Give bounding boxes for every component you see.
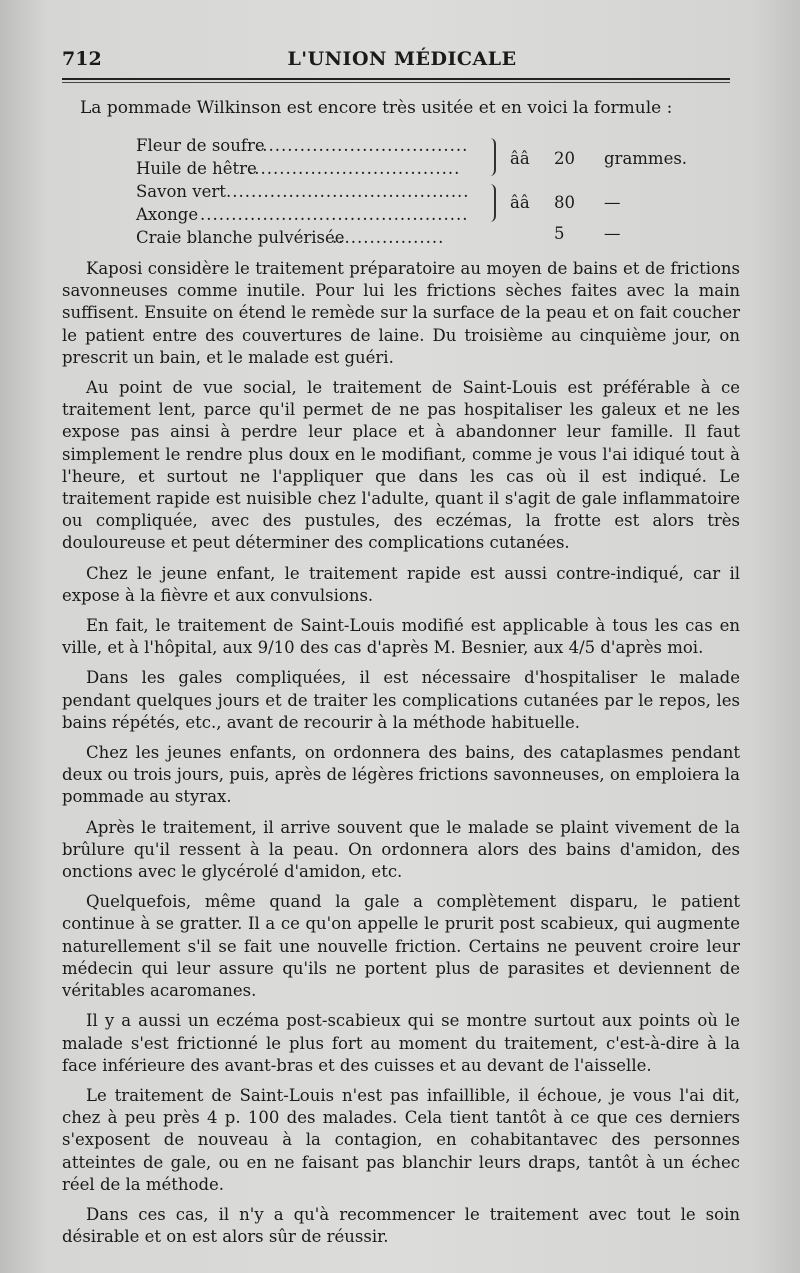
- ingredient-quantity: 20: [554, 149, 575, 168]
- paragraph: Le traitement de Saint-Louis n'est pas infaillible, il échoue, je vous l'ai dit, chez à peu près 4 p. 100 des malades. Cela tient tantôt à ce que ces derniers s'exposent de nouveau à la contagion, en cohabitantavec des personnes atteintes de gale, ou en ne faisant pas blanchir leurs draps, tantôt à un échec réel de la méthode.: [62, 1085, 740, 1194]
- formula-row: [136, 193, 736, 226]
- ingredient-quantity: 5: [554, 224, 565, 243]
- paragraph: Chez le jeune enfant, le traitement rapide est aussi contre-indiqué, car il expose à la fièvre et aux convulsions.: [62, 563, 740, 605]
- ingredient-name: Craie blanche pulvérisée: [136, 228, 345, 247]
- formula-intro: La pommade Wilkinson est encore très usitée et en voici la formule :: [80, 98, 673, 118]
- paragraph: En fait, le traitement de Saint-Louis modifié est applicable à tous les cas en ville, et à l'hôpital, aux 9/10 des cas d'après M. Besnier, aux 4/5 d'après moi.: [62, 616, 740, 658]
- leader-dots: ..................................: [248, 159, 461, 178]
- paragraph: Après le traitement, il arrive souvent que le malade se plaint vivement de la brûlure qu'il ressent à la peau. On ordonnera alors des bains d'amidon, des onctions avec le glycérolé d'amidon, etc.: [62, 817, 740, 882]
- paragraph: Dans les gales compliquées, il est nécessaire d'hospitaliser le malade pendant quelques jours et de traiter les complications cutanées par le repos, les bains répétés, etc., avant de recourir à la méthode habituelle.: [62, 668, 740, 732]
- paragraph: Il y a aussi un eczéma post-scabieux qui se montre surtout aux points où le malade s'est frictionné le plus fort au moment du traitement, c'est-à-dire à la face inférieure des avant-bras et des cuisses et au devant de l'aisselle.: [62, 1011, 740, 1075]
- paragraph: Chez les jeunes enfants, on ordonnera des bains, des cataplasmes pendant deux ou trois jours, puis, après de légères frictions savonneuses, on emploiera la pommade au styrax.: [62, 743, 740, 807]
- body-text: [62, 258, 740, 1256]
- formula-row: [136, 149, 736, 180]
- leader-dots: ..................: [332, 228, 445, 247]
- formula-row: [136, 180, 736, 203]
- brace: [488, 184, 496, 222]
- page-number: 712: [62, 48, 102, 70]
- leader-dots: ..................................: [256, 136, 469, 155]
- paragraph: Quelquefois, même quand la gale a complètement disparu, le patient continue à se gratter. Il a ce qu'on appelle le prurit post scabieux, qui augmente naturellement s'il se fait une nouvelle friction. Certains ne peuvent croire leur médecin qui leur assure qu'ils ne portent plus de parasites et deviennent de véritables acaromanes.: [62, 892, 740, 1001]
- paragraph: Dans ces cas, il n'y a qu'à recommencer le traitement avec tout le soin désirable et on est alors sûr de réussir.: [62, 1204, 740, 1247]
- leader-dots: .......................................: [226, 182, 470, 201]
- paragraph: Kaposi considère le traitement préparatoire au moyen de bains et de frictions savonneuses comme inutile. Pour lui les frictions sèches faites avec la main suffisent. Ensuite on étend le remède sur la surface de la peau et on fait coucher le patient entre des couvertures de laine. Du troisième au cinquième jour, on prescrit un bain, et le malade est guéri.: [62, 259, 740, 367]
- formula-row: [136, 226, 736, 249]
- ingredient-unit: —: [604, 224, 621, 243]
- ingredient-name: Fleur de soufre: [136, 136, 265, 155]
- ingredient-name: Huile de hêtre: [136, 159, 257, 178]
- header-rule-thin: [62, 82, 730, 83]
- page-header: [62, 44, 742, 74]
- ingredient-unit: grammes.: [604, 149, 688, 168]
- header-rule: [62, 78, 730, 80]
- ingredient-name: Axonge: [136, 205, 199, 224]
- ingredient-unit: —: [604, 193, 621, 212]
- leader-dots: ...........................................: [200, 205, 469, 224]
- running-title: L'UNION MÉDICALE: [287, 48, 517, 70]
- ana-mark: ââ: [510, 193, 530, 212]
- ana-mark: ââ: [510, 149, 530, 168]
- formula-block: [136, 134, 736, 249]
- ingredient-name: Savon vert: [136, 182, 226, 201]
- brace: [488, 138, 496, 176]
- paragraph: Au point de vue social, le traitement de Saint-Louis est préférable à ce traitement lent, parce qu'il permet de ne pas hospitaliser les galeux et ne les expose pas ainsi à perdre leur place et à abandonner leur famille. Il faut simplement le rendre plus doux en le modifiant, comme je vous l'ai idiqué tout à l'heure, et surtout ne l'appliquer que dans les cas où il est indiqué. Le traitement rapide est nuisible chez l'adulte, quant il s'agit de gale inflammatoire ou compliquée, avec des pustules, des eczémas, la frotte est alors très douloureuse et peut déterminer des complications cutanées.: [62, 378, 740, 553]
- ingredient-quantity: 80: [554, 193, 575, 212]
